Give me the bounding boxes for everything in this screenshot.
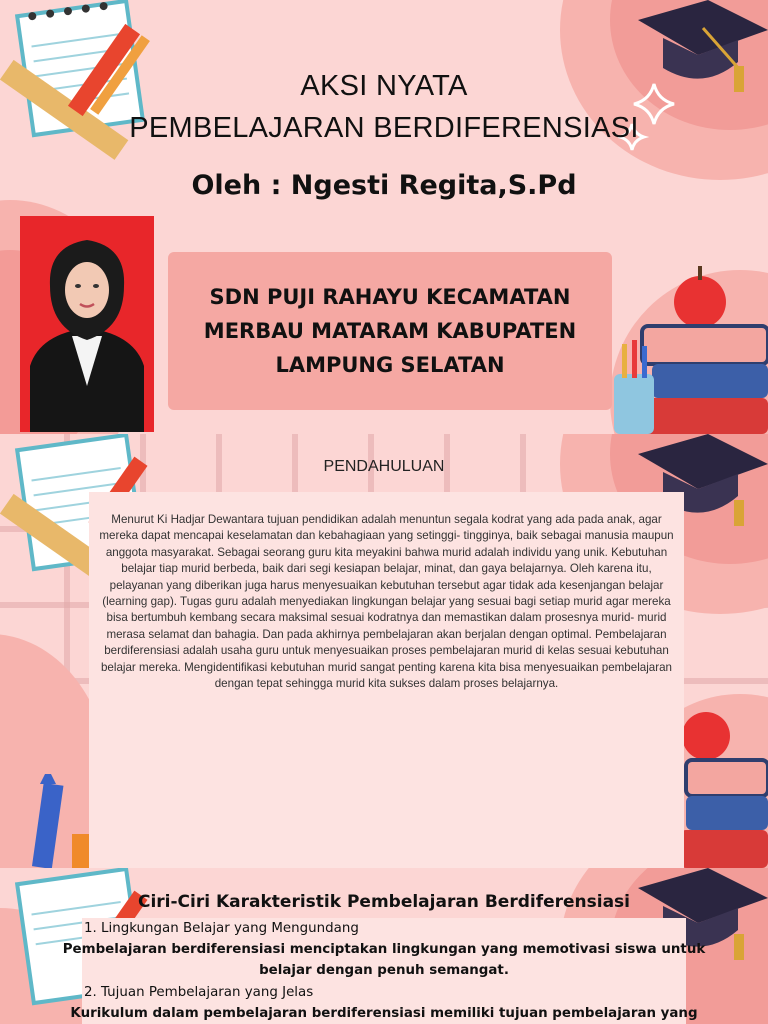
title-line-2: PEMBELAJARAN BERDIFERENSIASI (129, 112, 639, 144)
title-line-1: AKSI NYATA (300, 70, 468, 102)
item-1-text: Pembelajaran berdiferensiasi menciptakan lingkungan yang memotivasi siswa untuk (62, 942, 706, 957)
section-heading: Ciri-Ciri Karakteristik Pembelajaran Berdiferensiasi (137, 892, 631, 912)
author-name: Oleh : Ngesti Regita,S.Pd (191, 170, 577, 201)
introduction-paragraph: Menurut Ki Hadjar Dewantara tujuan pendidikan adalah menuntun segala kodrat yang ada pada anak, agar mereka dapat mencapai keselamatan dan kebahagiaan yang setinggi- tingginya, baik sebagai manusia maupun anggota masyarakat. Sebagai seorang guru kita meyakini bahwa murid adalah individu yang unik. Kebutuhan belajar tiap murid berbeda, baik dari segi kesiapan belajar, minat, dan gaya belajarnya. Oleh karena itu, pelayanan yang diberikan juga harus menyesuaikan kebutuhan tersebut agar tidak ada kesenjangan belajar (learning gap). Tugas guru adalah menyediakan lingkungan belajar yang sesuai bagi setiap murid agar mereka bisa bertumbuh kembang secara maksimal sesuai kodratnya dan memastikan dalam prosesnya murid- murid merasa selamat dan bahagia. Dan pada akhirnya pembelajaran akan berjalan dengan optimal. Pembelajaran berdiferensiasi adalah usaha guru untuk menyesuaikan proses pembelajaran murid di kelas sesuai kebutuhan belajar mereka. Mengidentifikasi kebutuhan murid sangat penting karena kita bisa menyesuaikan pembelajaran dengan tepat sehingga murid kita sukses dalam proses belajarnya. (99, 513, 674, 691)
item-2-text: Kurikulum dalam pembelajaran berdiferensiasi memiliki tujuan pembelajaran yang (70, 1006, 698, 1021)
introduction-text-box (89, 492, 684, 868)
slide-introduction (0, 434, 768, 868)
item-2-title: 2. Tujuan Pembelajaran yang Jelas (84, 985, 314, 1000)
item-1-text-cont: belajar dengan penuh semangat. (259, 963, 509, 978)
author-photo (20, 216, 154, 432)
slide-title (0, 0, 768, 434)
portrait-illustration (20, 216, 154, 432)
school-line-3: LAMPUNG SELATAN (275, 353, 505, 377)
books-icon (612, 262, 768, 434)
school-name-box (168, 252, 612, 410)
slide-characteristics (0, 868, 768, 1024)
item-1-title: 1. Lingkungan Belajar yang Mengundang (84, 921, 359, 936)
school-line-1: SDN PUJI RAHAYU KECAMATAN (209, 285, 571, 309)
section-heading: PENDAHULUAN (323, 458, 445, 475)
school-line-2: MERBAU MATARAM KABUPATEN (203, 319, 577, 343)
